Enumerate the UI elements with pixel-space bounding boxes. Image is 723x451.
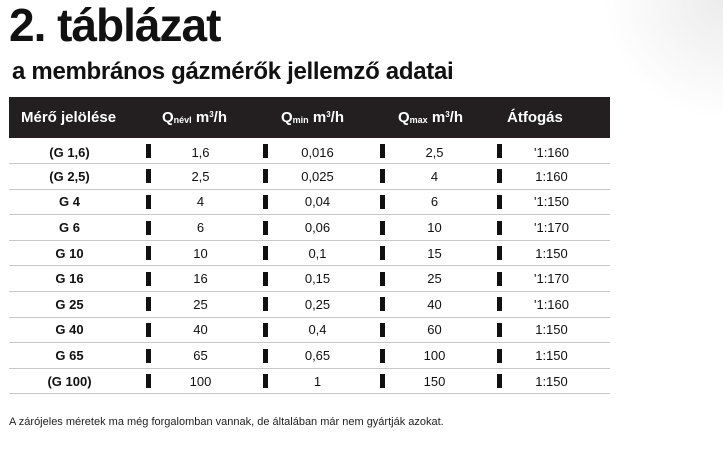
q-max-cell: 6 [376, 189, 493, 215]
meter-designation-cell: (G 100) [47, 373, 92, 389]
turndown-cell: '1:170 [493, 266, 610, 292]
turndown-cell: 1:150 [493, 317, 610, 343]
table-row [9, 317, 610, 343]
footnote: A zárójeles méretek ma még forgalomban vannak, de általában már nem gyártják azokat. [9, 416, 444, 428]
header-q-nominal: $Q_{névl}$ $m^3/h$ [162, 109, 227, 126]
table-row [9, 138, 610, 164]
table-row [9, 343, 610, 369]
q-nominal-cell: 4 [142, 189, 259, 215]
q-nominal-cell: 25 [142, 292, 259, 318]
header-meter-designation: Mérő jelölése [21, 109, 117, 126]
q-max-cell: 10 [376, 215, 493, 241]
q-nominal-cell: 16 [142, 266, 259, 292]
meter-designation-cell: (G 1,6) [49, 145, 90, 161]
q-nominal-cell: 2,5 [142, 164, 259, 190]
meter-designation-cell: G 10 [55, 245, 84, 261]
turndown-cell: '1:160 [493, 292, 610, 318]
q-max-cell: 15 [376, 240, 493, 266]
meter-designation-cell: G 40 [55, 322, 84, 338]
table-row [9, 368, 610, 394]
header-q-max: $Q_{max}$ $m^3/h$ [398, 109, 463, 126]
turndown-cell: '1:150 [493, 189, 610, 215]
q-max-cell: 40 [376, 292, 493, 318]
page-title: 2. táblázat [9, 0, 221, 51]
q-max-cell: 2,5 [376, 138, 493, 164]
q-max-cell: 100 [376, 343, 493, 369]
meter-designation-cell: G 65 [55, 348, 84, 364]
q-nominal-cell: 100 [142, 368, 259, 394]
table-row [9, 240, 610, 266]
header-turndown-ratio: Átfogás [507, 109, 563, 126]
q-nominal-cell: 10 [142, 240, 259, 266]
turndown-cell: 1:150 [493, 343, 610, 369]
q-min-cell: 0,4 [259, 317, 376, 343]
q-nominal-cell: 1,6 [142, 138, 259, 164]
q-min-cell: 0,016 [259, 138, 376, 164]
q-min-cell: 0,06 [259, 215, 376, 241]
table-row [9, 215, 610, 241]
turndown-cell: '1:160 [493, 138, 610, 164]
header-q-min: $Q_{min}$ $m^3/h$ [281, 109, 344, 126]
q-min-cell: 1 [259, 368, 376, 394]
q-nominal-cell: 6 [142, 215, 259, 241]
turndown-cell: 1:160 [493, 164, 610, 190]
meter-designation-cell: G 4 [59, 194, 80, 210]
q-min-cell: 0,65 [259, 343, 376, 369]
meter-designation-cell: (G 2,5) [49, 168, 90, 184]
q-nominal-cell: 40 [142, 317, 259, 343]
q-min-cell: 0,04 [259, 189, 376, 215]
turndown-cell: 1:150 [493, 240, 610, 266]
table-row [9, 266, 610, 292]
q-max-cell: 60 [376, 317, 493, 343]
meter-designation-cell: G 16 [55, 271, 84, 287]
q-max-cell: 25 [376, 266, 493, 292]
table-header-row [9, 97, 610, 138]
table-row [9, 292, 610, 318]
q-max-cell: 4 [376, 164, 493, 190]
table-row [9, 164, 610, 190]
background-corner-shade [603, 0, 723, 120]
turndown-cell: '1:170 [493, 215, 610, 241]
turndown-cell: 1:150 [493, 368, 610, 394]
page-subtitle: a membrános gázmérők jellemző adatai [12, 58, 454, 85]
q-max-cell: 150 [376, 368, 493, 394]
q-min-cell: 0,025 [259, 164, 376, 190]
table-row [9, 189, 610, 215]
q-min-cell: 0,1 [259, 240, 376, 266]
gas-meter-table [9, 97, 610, 394]
q-nominal-cell: 65 [142, 343, 259, 369]
q-min-cell: 0,25 [259, 292, 376, 318]
meter-designation-cell: G 6 [59, 220, 80, 236]
q-min-cell: 0,15 [259, 266, 376, 292]
meter-designation-cell: G 25 [55, 296, 84, 312]
